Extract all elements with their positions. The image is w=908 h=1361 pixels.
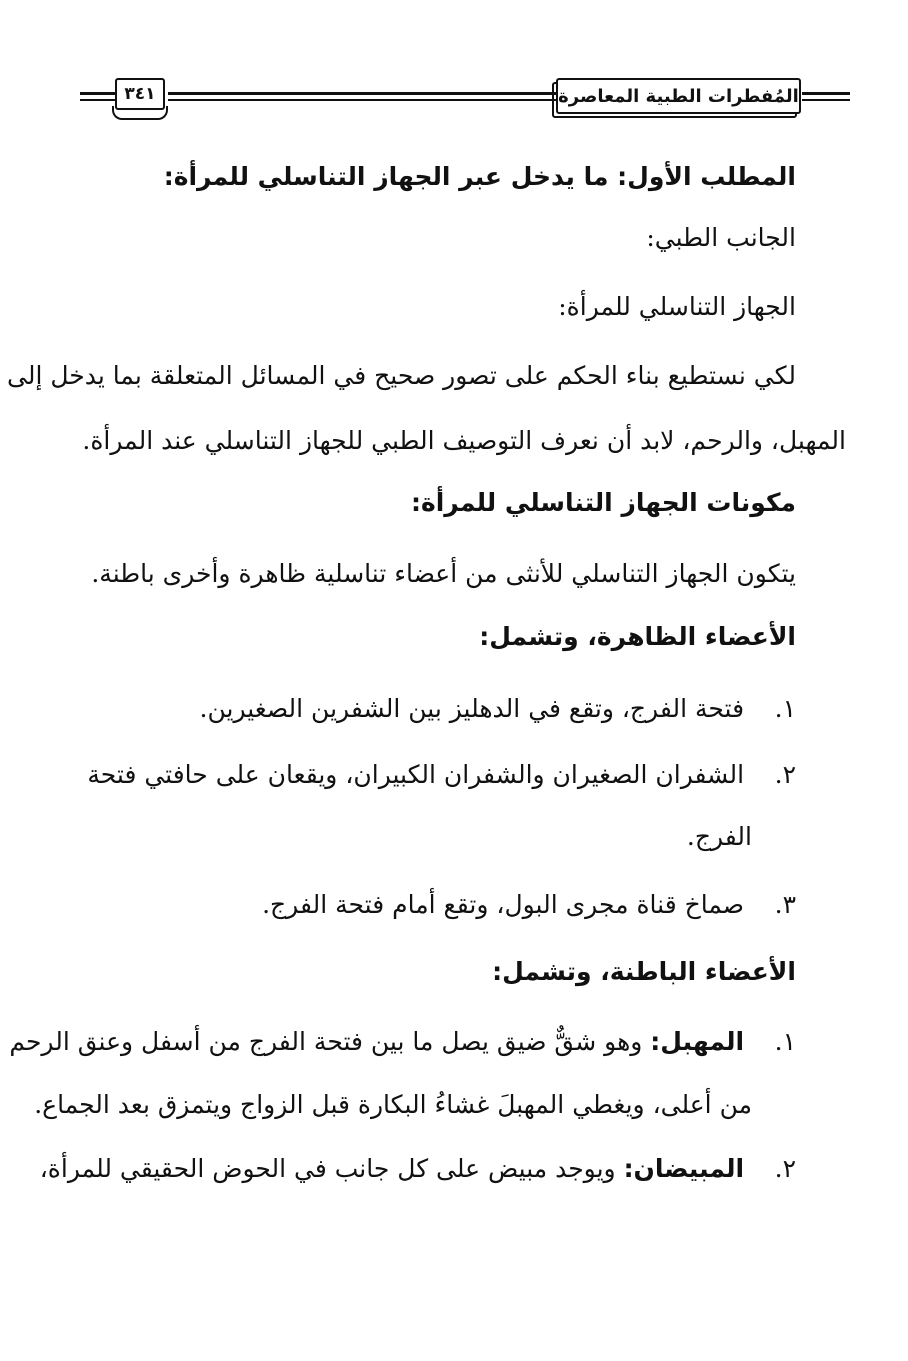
section-heading: المطلب الأول: ما يدخل عبر الجهاز التناسلي للمرأة: <box>163 162 796 191</box>
list-number: ١. <box>774 1027 796 1056</box>
term-ovaries: المبيضان: <box>623 1154 745 1183</box>
term-vagina: المهبل: <box>650 1027 745 1056</box>
header-rule-left-thin <box>80 99 115 101</box>
list-item-continuation: الفرج. <box>686 822 752 851</box>
header-rule-right <box>802 92 850 95</box>
list-number: ٣. <box>774 890 796 919</box>
list-number: ١. <box>774 694 796 723</box>
header-rule-right-thin <box>802 99 850 101</box>
list-item <box>87 758 796 792</box>
intro-line-1: لكي نستطيع بناء الحكم على تصور صحيح في المسائل المتعلقة بما يدخل إلى <box>7 361 796 390</box>
list-item <box>200 692 796 726</box>
list-item-text: ويوجد مبيض على كل جانب في الحوض الحقيقي للمرأة، <box>39 1154 616 1183</box>
header-rule-middle-thin <box>168 99 556 101</box>
list-number: ٢. <box>774 760 796 789</box>
list-item-text: الشفران الصغيران والشفران الكبيران، ويقعان على حافتي فتحة <box>87 760 745 789</box>
book-title: المُفطرات الطبية المعاصرة <box>556 78 801 114</box>
components-text: يتكون الجهاز التناسلي للأنثى من أعضاء تناسلية ظاهرة وأخرى باطنة. <box>91 559 796 588</box>
system-heading: الجهاز التناسلي للمرأة: <box>558 292 796 321</box>
page-number: ٣٤١ <box>115 78 165 110</box>
header-rule-left <box>80 92 115 95</box>
list-item-text: فتحة الفرج، وتقع في الدهليز بين الشفرين الصغيرين. <box>199 694 745 723</box>
medical-side-label: الجانب الطبي: <box>646 223 796 252</box>
components-heading: مكونات الجهاز التناسلي للمرأة: <box>410 488 796 517</box>
intro-line-2: المهبل، والرحم، لابد أن نعرف التوصيف الطبي للجهاز التناسلي عند المرأة. <box>82 426 846 455</box>
list-item-text: صماخ قناة مجرى البول، وتقع أمام فتحة الفرج. <box>262 890 745 919</box>
list-item <box>262 888 796 922</box>
list-number: ٢. <box>774 1154 796 1183</box>
external-organs-heading: الأعضاء الظاهرة، وتشمل: <box>479 622 796 651</box>
list-item <box>9 1025 796 1059</box>
list-item <box>40 1152 796 1186</box>
list-item-continuation: من أعلى، ويغطي المهبلَ غشاءُ البكارة قبل الزواج ويتمزق بعد الجماع. <box>34 1090 752 1119</box>
list-item-text: وهو شقٌّ ضيق يصل ما بين فتحة الفرج من أسفل وعنق الرحم <box>9 1027 643 1056</box>
internal-organs-heading: الأعضاء الباطنة، وتشمل: <box>492 957 796 986</box>
header-rule-middle <box>168 92 556 95</box>
